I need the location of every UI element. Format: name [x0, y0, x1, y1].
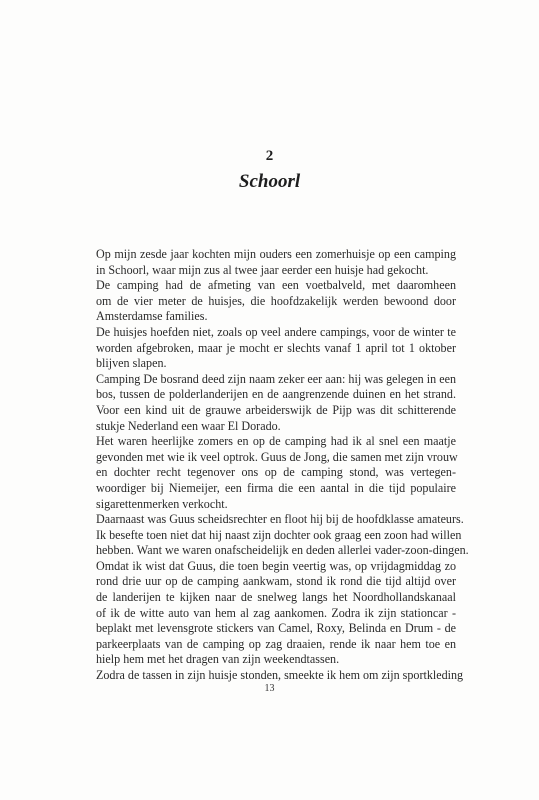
text-line: De camping had de afmeting van een voetbalveld, met daaromheen — [96, 278, 456, 293]
text-line: of ik de witte auto van hem al zag aankomen. Zodra ik zijn stationcar - — [96, 605, 456, 620]
text-line: en dochter recht tegenover ons op de camping stond, was vertegen- — [96, 465, 456, 480]
body-text — [96, 247, 469, 684]
text-line: Ik besefte toen niet dat hij naast zijn dochter ook graag een zoon had willen — [96, 527, 462, 542]
text-line: om de vier meter de huisjes, die hoofdzakelijk werden bewoond door — [96, 293, 456, 308]
text-line: blijven slapen. — [96, 356, 167, 371]
text-line: Omdat ik wist dat Guus, die toen begin veertig was, op vrijdagmiddag zo — [96, 558, 456, 573]
text-line: De huisjes hoefden niet, zoals op veel andere campings, voor de winter te — [96, 324, 456, 339]
text-line: stukje Nederland een waar El Dorado. — [96, 418, 281, 433]
text-line: Daarnaast was Guus scheidsrechter en floot hij bij de hoofdklasse amateurs. — [96, 512, 464, 527]
text-line: hebben. Want we waren onafscheidelijk en deden allerlei vader-zoon-dingen. — [96, 543, 469, 558]
text-line: hielp hem met het dragen van zijn weekendtassen. — [96, 652, 340, 667]
text-line: in Schoorl, waar mijn zus al twee jaar eerder een huisje had gekocht. — [96, 262, 429, 277]
page-number: 13 — [264, 683, 275, 694]
text-line: rond drie uur op de camping aankwam, stond ik rond die tijd altijd over — [96, 574, 456, 589]
chapter-number: 2 — [265, 148, 274, 164]
text-line: bos, tussen de polderlanderijen en de aangrenzende duinen en het strand. — [96, 387, 456, 402]
text-line: Amsterdamse families. — [96, 309, 208, 324]
text-line: Op mijn zesde jaar kochten mijn ouders een zomerhuisje op een camping — [96, 247, 456, 261]
text-line: worden afgebroken, maar je mocht er slechts vanaf 1 april tot 1 oktober — [96, 340, 456, 355]
text-line: beplakt met levensgrote stickers van Camel, Roxy, Belinda en Drum - de — [96, 621, 456, 636]
text-line: Het waren heerlijke zomers en op de camping had ik al snel een maatje — [96, 434, 456, 449]
text-line: Zodra de tassen in zijn huisje stonden, smeekte ik hem om zijn sportkleding — [96, 668, 464, 683]
text-line: woordiger bij Niemeijer, een firma die een aantal in die tijd populaire — [96, 480, 456, 495]
text-line: parkeerplaats van de camping op zag draaien, rende ik naar hem toe en — [96, 636, 456, 651]
text-line: Camping De bosrand deed zijn naam zeker eer aan: hij was gelegen in een — [96, 371, 456, 386]
chapter-title: Schoorl — [238, 171, 301, 192]
text-line: de landerijen te kijken naar de snelweg langs het Noordhollandskanaal — [96, 590, 456, 605]
text-line: gevonden met wie ik veel optrok. Guus de Jong, die samen met zijn vrouw — [96, 449, 458, 464]
text-line: Voor een kind uit de grauwe arbeiderswijk de Pijp was dit schitterende — [96, 402, 456, 417]
text-line: sigarettenmerken verkocht. — [96, 496, 228, 511]
